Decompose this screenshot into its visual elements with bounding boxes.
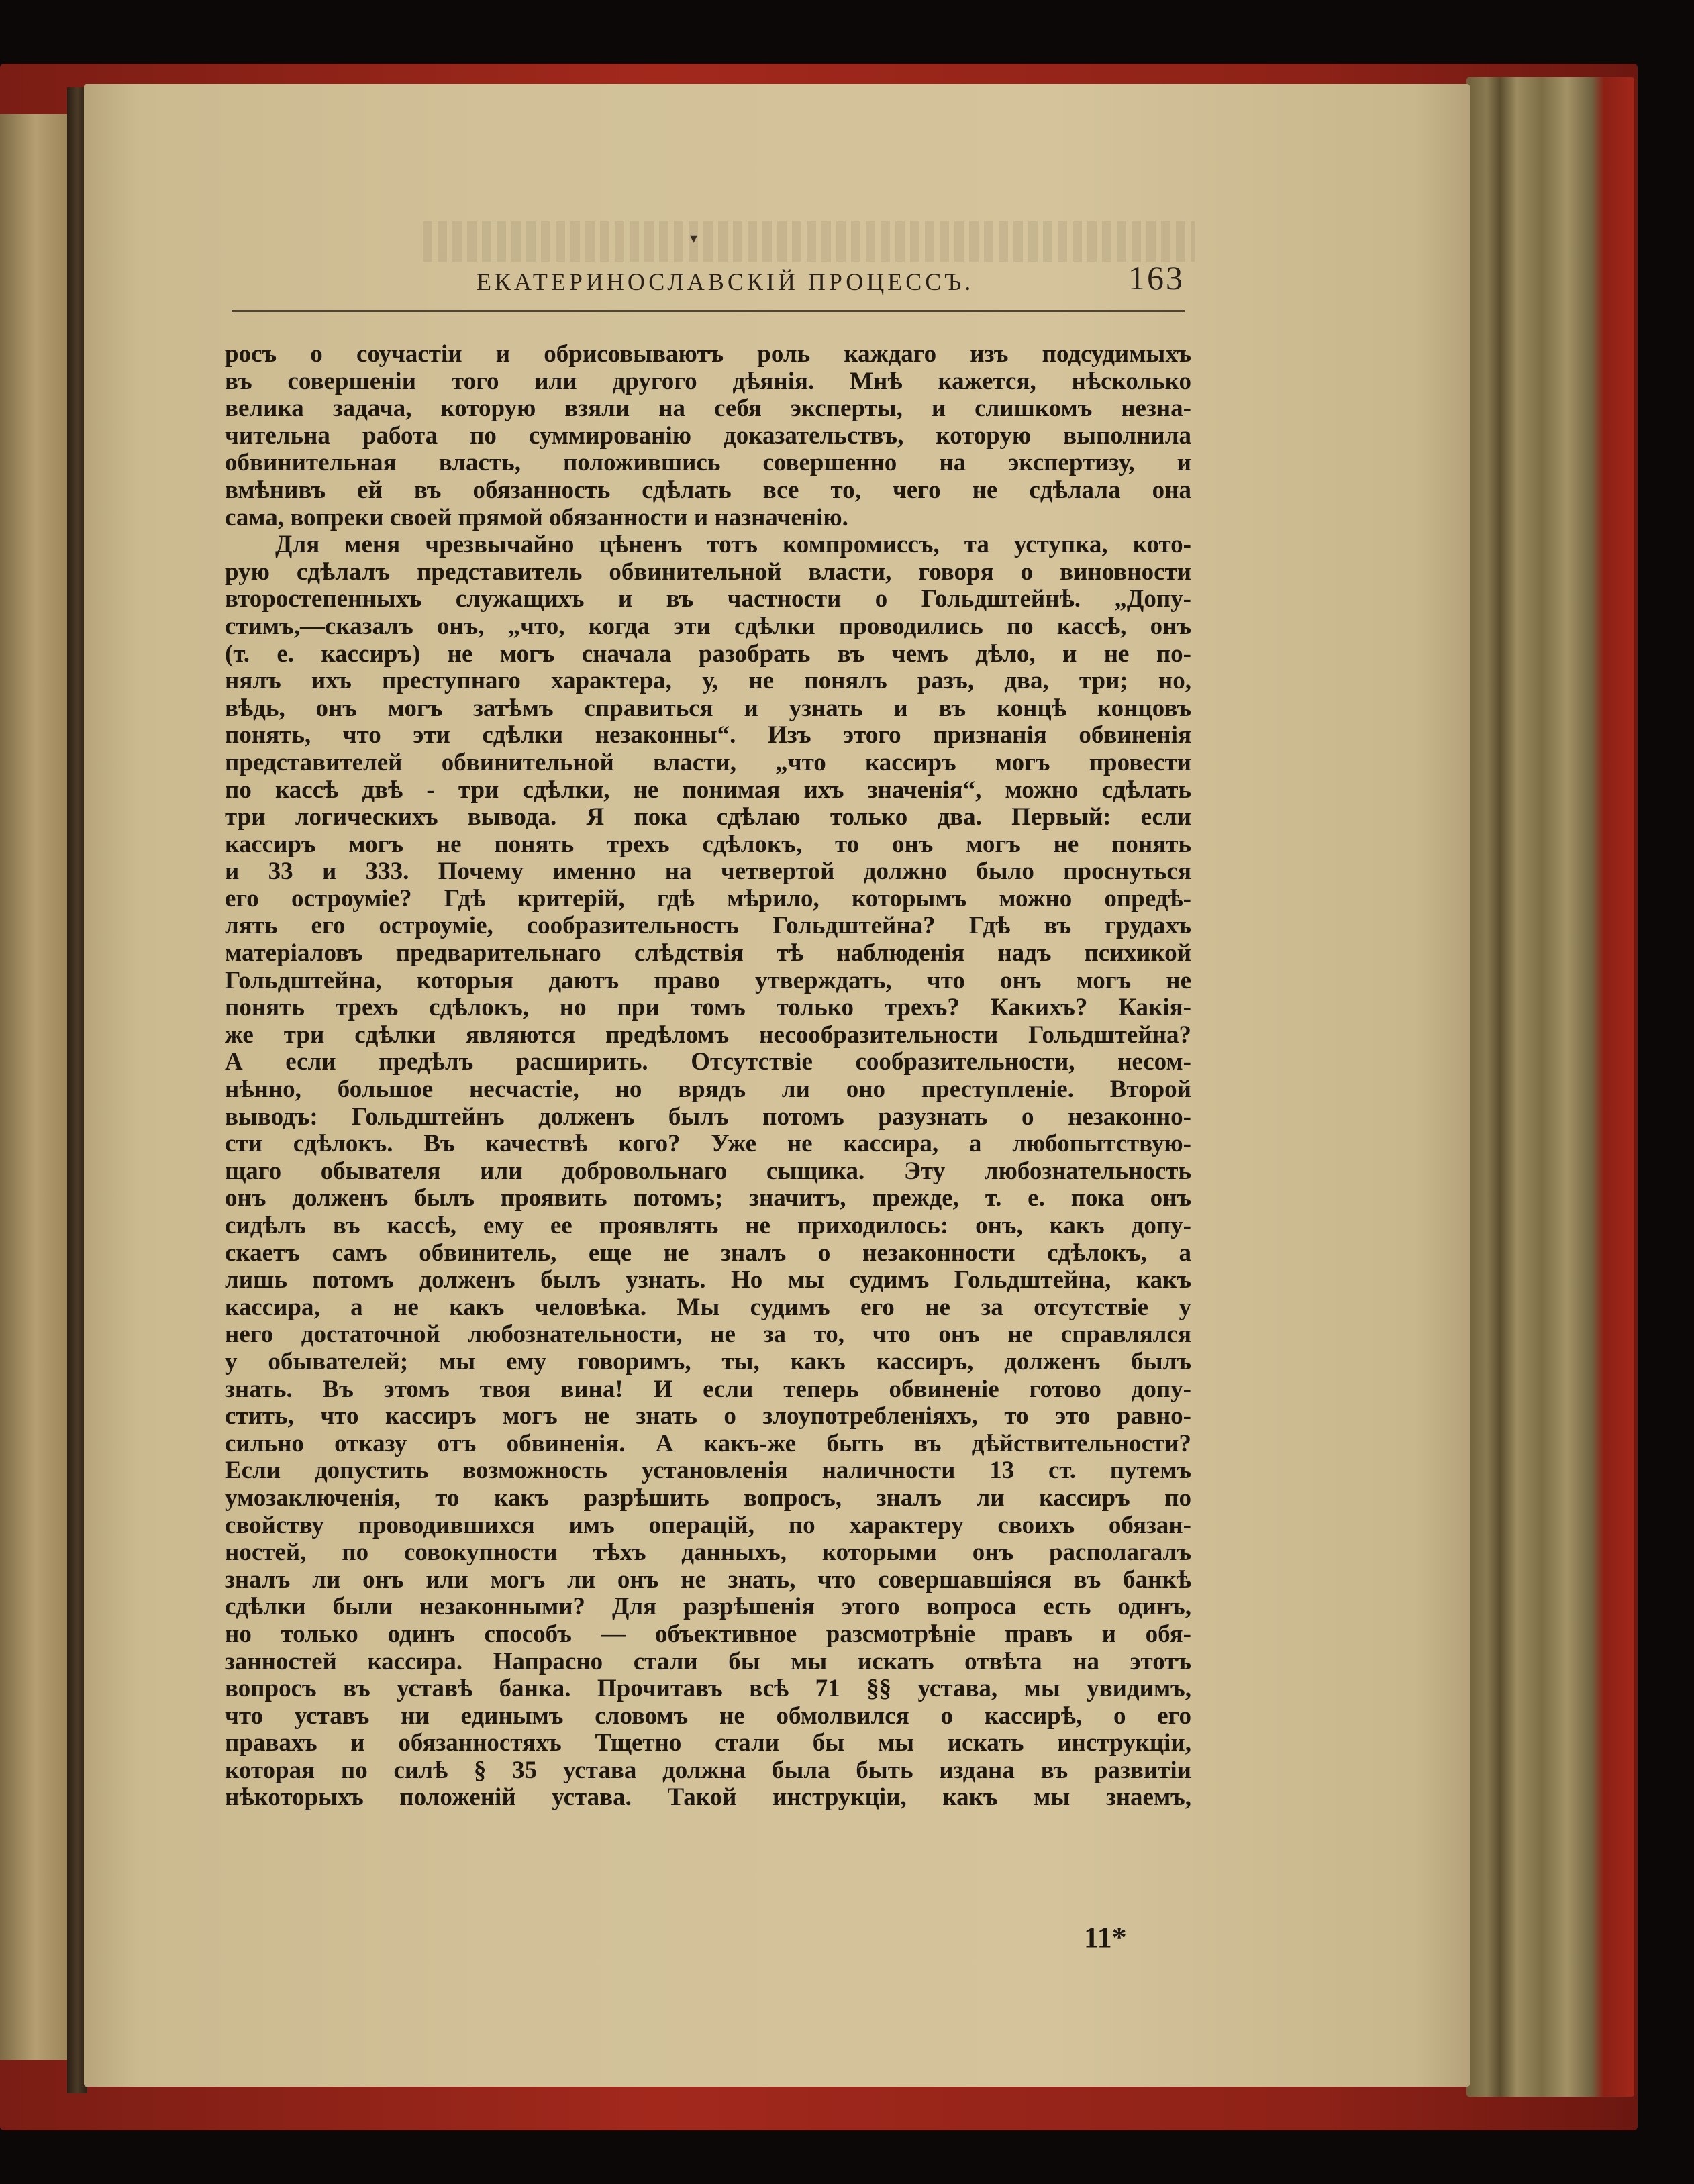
text-line: вмѣнивъ ей въ обязанность сдѣлать все то, чего не сдѣлала она — [225, 476, 1191, 504]
text-line: ностей, по совокупности тѣхъ данныхъ, которыми онъ располагалъ — [225, 1539, 1191, 1567]
text-line: кассиръ могъ не понять трехъ сдѣлокъ, то онъ могъ не понять — [225, 831, 1191, 858]
text-line: но только одинъ способъ — объективное разсмотрѣніе правъ и обя- — [225, 1620, 1191, 1648]
text-line: Для меня чрезвычайно цѣненъ тотъ компромиссъ, та уступка, кото- — [275, 531, 1191, 559]
text-line: понять, что эти сдѣлки незаконны“. Изъ этого признанія обвиненія — [225, 722, 1191, 749]
text-line: стить, что кассиръ могъ не знать о злоупотребленіяхъ, то это равно- — [225, 1403, 1191, 1431]
text-line: рую сдѣлалъ представитель обвинительной власти, говоря о виновности — [225, 558, 1191, 586]
text-line: сти сдѣлокъ. Въ качествѣ кого? Уже не кассира, а любопытствую- — [225, 1131, 1191, 1158]
text-line: умозаключенія, то какъ разрѣшить вопросъ, зналъ ли кассиръ по — [225, 1484, 1191, 1512]
text-line: сильно отказу отъ обвиненія. А какъ-же быть въ дѣйствительности? — [225, 1430, 1191, 1457]
running-title: ЕКАТЕРИНОСЛАВСКІЙ ПРОЦЕССЪ. — [477, 268, 975, 295]
text-line: сама, вопреки своей прямой обязанности и назначенію. — [225, 504, 848, 531]
text-line: вѣдь, онъ могъ затѣмъ справиться и узнать и въ концѣ концовъ — [225, 694, 1191, 722]
text-line: нѣнно, большое несчастіе, но врядъ ли оно преступленіе. Второй — [225, 1076, 1191, 1104]
text-line: въ совершеніи того или другого дѣянія. Мнѣ кажется, нѣсколько — [225, 368, 1191, 395]
text-line: которая по силѣ § 35 устава должна была быть издана въ развитіи — [225, 1757, 1191, 1784]
page-edges — [1466, 77, 1634, 2097]
text-line: занностей кассира. Напрасно стали бы мы искать отвѣта на этотъ — [225, 1648, 1191, 1675]
text-line: выводъ: Гольдштейнъ долженъ былъ потомъ разузнать о незаконно- — [225, 1103, 1191, 1131]
text-line: три логическихъ вывода. Я пока сдѣлаю только два. Первый: если — [225, 804, 1191, 831]
text-line: по кассѣ двѣ - три сдѣлки, не понимая ихъ значенія“, можно сдѣлать — [225, 776, 1191, 804]
text-line: нѣкоторыхъ положеній устава. Такой инструкціи, какъ мы знаемъ, — [225, 1784, 1191, 1812]
text-line: знать. Въ этомъ твоя вина! И если теперь обвиненіе готово допу- — [225, 1375, 1191, 1403]
bleed-through-text — [423, 221, 1195, 262]
text-line: лишь потомъ долженъ былъ узнать. Но мы судимъ Гольдштейна, какъ — [225, 1267, 1191, 1294]
text-line: сидѣлъ въ кассѣ, ему ее проявлять не приходилось: онъ, какъ допу- — [225, 1212, 1191, 1239]
text-line: же три сдѣлки являются предѣломъ несообразительности Гольдштейна? — [225, 1021, 1191, 1049]
text-line: что уставъ ни единымъ словомъ не обмолвился о кассирѣ, о его — [225, 1702, 1191, 1730]
text-line: обвинительная власть, положившись совершенно на экспертизу, и — [225, 450, 1191, 477]
text-line: и 33 и 333. Почему именно на четвертой должно было проснуться — [225, 858, 1191, 886]
text-line: него достаточной любознательности, не за то, что онъ не справлялся — [225, 1321, 1191, 1349]
printer-signature-mark: 11* — [1084, 1921, 1127, 1954]
text-line: второстепенныхъ служащихъ и въ частности о Гольдштейнѣ. „Допу- — [225, 586, 1191, 613]
text-line: онъ долженъ былъ проявить потомъ; значитъ, прежде, т. е. пока онъ — [225, 1185, 1191, 1212]
ink-mark: ▾ — [690, 229, 698, 246]
text-line: (т. е. кассиръ) не могъ сначала разобрать въ чемъ дѣло, и не по- — [225, 640, 1191, 668]
text-line: велика задача, которую взяли на себя эксперты, и слишкомъ незна- — [225, 395, 1191, 423]
page-body-text — [225, 341, 1191, 1812]
text-line: росъ о соучастіи и обрисовываютъ роль каждаго изъ подсудимыхъ — [225, 341, 1191, 368]
page-number: 163 — [1128, 259, 1185, 297]
left-page-edge — [0, 114, 70, 2060]
text-line: его остроуміе? Гдѣ критерій, гдѣ мѣрило, которымъ можно опредѣ- — [225, 885, 1191, 913]
text-line: зналъ ли онъ или могъ ли онъ не знать, что совершавшіяся въ банкѣ — [225, 1566, 1191, 1594]
text-line: вопросъ въ уставѣ банка. Прочитавъ всѣ 71 §§ устава, мы увидимъ, — [225, 1675, 1191, 1703]
text-line: Гольдштейна, которыя даютъ право утверждать, что онъ могъ не — [225, 967, 1191, 994]
text-line: свойству проводившихся имъ операцій, по характеру своихъ обязан- — [225, 1512, 1191, 1539]
text-line: матеріаловъ предварительнаго слѣдствія тѣ наблюденія надъ психикой — [225, 940, 1191, 968]
text-line: представителей обвинительной власти, „что кассиръ могъ провести — [225, 749, 1191, 776]
text-line: кассира, а не какъ человѣка. Мы судимъ его не за отсутствіе у — [225, 1294, 1191, 1321]
page-header — [232, 258, 1185, 305]
text-line: чительна работа по суммированію доказательствъ, которую выполнила — [225, 422, 1191, 450]
text-line: скаетъ самъ обвинитель, еще не зналъ о незаконности сдѣлокъ, а — [225, 1239, 1191, 1267]
text-line: правахъ и обязанностяхъ Тщетно стали бы мы искать инструкціи, — [225, 1730, 1191, 1757]
text-line: сдѣлки были незаконными? Для разрѣшенія этого вопроса есть одинъ, — [225, 1594, 1191, 1621]
text-line: стимъ,—сказалъ онъ, „что, когда эти сдѣлки проводились по кассѣ, онъ — [225, 613, 1191, 640]
text-line: щаго обывателя или добровольнаго сыщика. Эту любознательность — [225, 1157, 1191, 1185]
text-line: нялъ ихъ преступнаго характера, у, не понялъ разъ, два, три; но, — [225, 668, 1191, 695]
text-line: понять трехъ сдѣлокъ, но при томъ только трехъ? Какихъ? Какія- — [225, 994, 1191, 1022]
text-line: А если предѣлъ расширить. Отсутствіе сообразительности, несом- — [225, 1049, 1191, 1076]
text-line: у обывателей; мы ему говоримъ, ты, какъ кассиръ, долженъ былъ — [225, 1348, 1191, 1375]
text-line: лять его остроуміе, сообразительность Гольдштейна? Гдѣ въ грудахъ — [225, 913, 1191, 940]
text-line: Если допустить возможность установленія наличности 13 ст. путемъ — [225, 1457, 1191, 1485]
header-rule — [232, 310, 1185, 312]
